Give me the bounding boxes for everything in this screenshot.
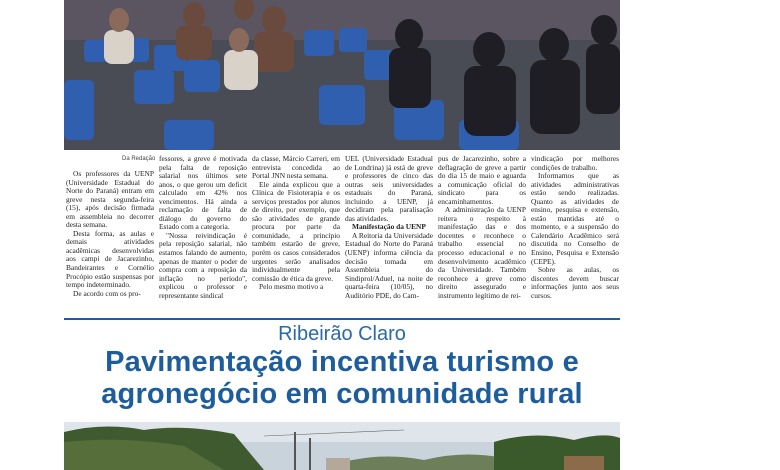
article-column-2: [159, 155, 247, 300]
column-paragraph: UEL (Universidade Estadual de Londrina) já está de greve e professores de cinco das outras seis universidades estaduais do Paraná, incluindo a UENP, já decidiram pela paralisação das atividades.: [345, 154, 433, 223]
article-column-3: [252, 155, 340, 292]
photo-credit: Da Redação: [122, 156, 156, 162]
column-paragraph: "Nossa reivindicação é pela reposição salarial, não estamos falando de aumento, apenas de manter o poder de compra com a reposição da inflação no período", explicou o professor e representante sindical: [159, 230, 247, 300]
column-paragraph: da classe, Márcio Carreri, em entrevista concedida ao Portal JNN nesta semana.: [252, 154, 340, 181]
article-columns: [66, 155, 618, 315]
article-headline: Pavimentação incentiva turismo e agronegócio em comunidade rural: [101, 346, 583, 410]
column-paragraph: A administração da UENP reitera o respeito à manifestação das e dos docentes e reconhece o trabalho essencial no processo educacional e no desenvolvimento acadêmico da Universidade. Também reconhece a greve como direito assegurado e instrumento legítimo de rei-: [438, 205, 526, 300]
column-paragraph: Ele ainda explicou que a Clínica de Fisioterapia e os serviços prestados por alunos de direito, por exemplo, que são atividades de grande procura por parte da comunidade, a princípio também estarão de greve, porém os casos considerados urgentes serão analisados individualmente pela comissão de ética da greve.: [252, 179, 340, 283]
column-subheading: Manifestação da UENP: [352, 222, 426, 232]
column-paragraph: Sobre as aulas, os discentes devem buscar informações junto aos seus cursos.: [531, 265, 619, 300]
audience-photo: [64, 0, 620, 150]
column-paragraph: De acordo com os pro-: [73, 288, 141, 298]
audience-photo-illustration: [64, 0, 620, 150]
article-column-1: [66, 170, 154, 298]
column-paragraph: vindicação por melhores condições de trabalho.: [531, 154, 619, 172]
column-paragraph: A Reitoria da Universidade Estadual do Norte do Paraná (UENP) informa ciência da decisão tomada em Assembleia do Sindiprol/Aduel, na noite de quarta-feira (10/05), no Auditório PDE, do Cam-: [345, 230, 433, 300]
article-column-5: [438, 155, 526, 300]
rural-landscape-photo: [64, 422, 620, 470]
section-divider: [64, 318, 620, 320]
column-paragraph: pus de Jacarezinho, sobre a deflagração de greve a partir do dia 15 de maio e aguarda a comunicação oficial do sindicato para os encaminhamentos.: [438, 154, 526, 206]
column-paragraph: Os professores da UENP (Universidade Estadual do Norte do Paraná) entram em greve nesta segunda-feira (15), após decisão firmada em assembleia no decorrer desta semana.: [66, 169, 154, 230]
column-paragraph: fessores, a greve é motivada pela falta de reposição salarial nos últimos sete anos, o que gerou um deficit calculado em 42% nos vencimentos. Há ainda a reclamação de falta de diálogo do governo do Estado com a categoria.: [159, 154, 247, 232]
article-column-6: [531, 155, 619, 300]
column-paragraph: Pelo mesmo motivo a: [259, 282, 324, 292]
column-paragraph: Informamos que as atividades administrativas estão sendo realizadas. Quanto as atividades de ensino, pesquisa e extensão, estão mantidas até o momento, e a suspensão do Calendário Acadêmico será discutida no Conselho de Ensino, Pesquisa e Extensão (CEPE).: [531, 171, 619, 266]
rural-landscape-illustration: [64, 422, 620, 470]
article-column-4: [345, 155, 433, 300]
column-paragraph: Desta forma, as aulas e demais atividades acadêmicas desenvolvidas aos campi de Jacarezinho, Bandeirantes e Cornélio Procópio estão suspensas por tempo indeterminado.: [66, 228, 154, 290]
section-kicker: Ribeirão Claro: [278, 323, 406, 345]
